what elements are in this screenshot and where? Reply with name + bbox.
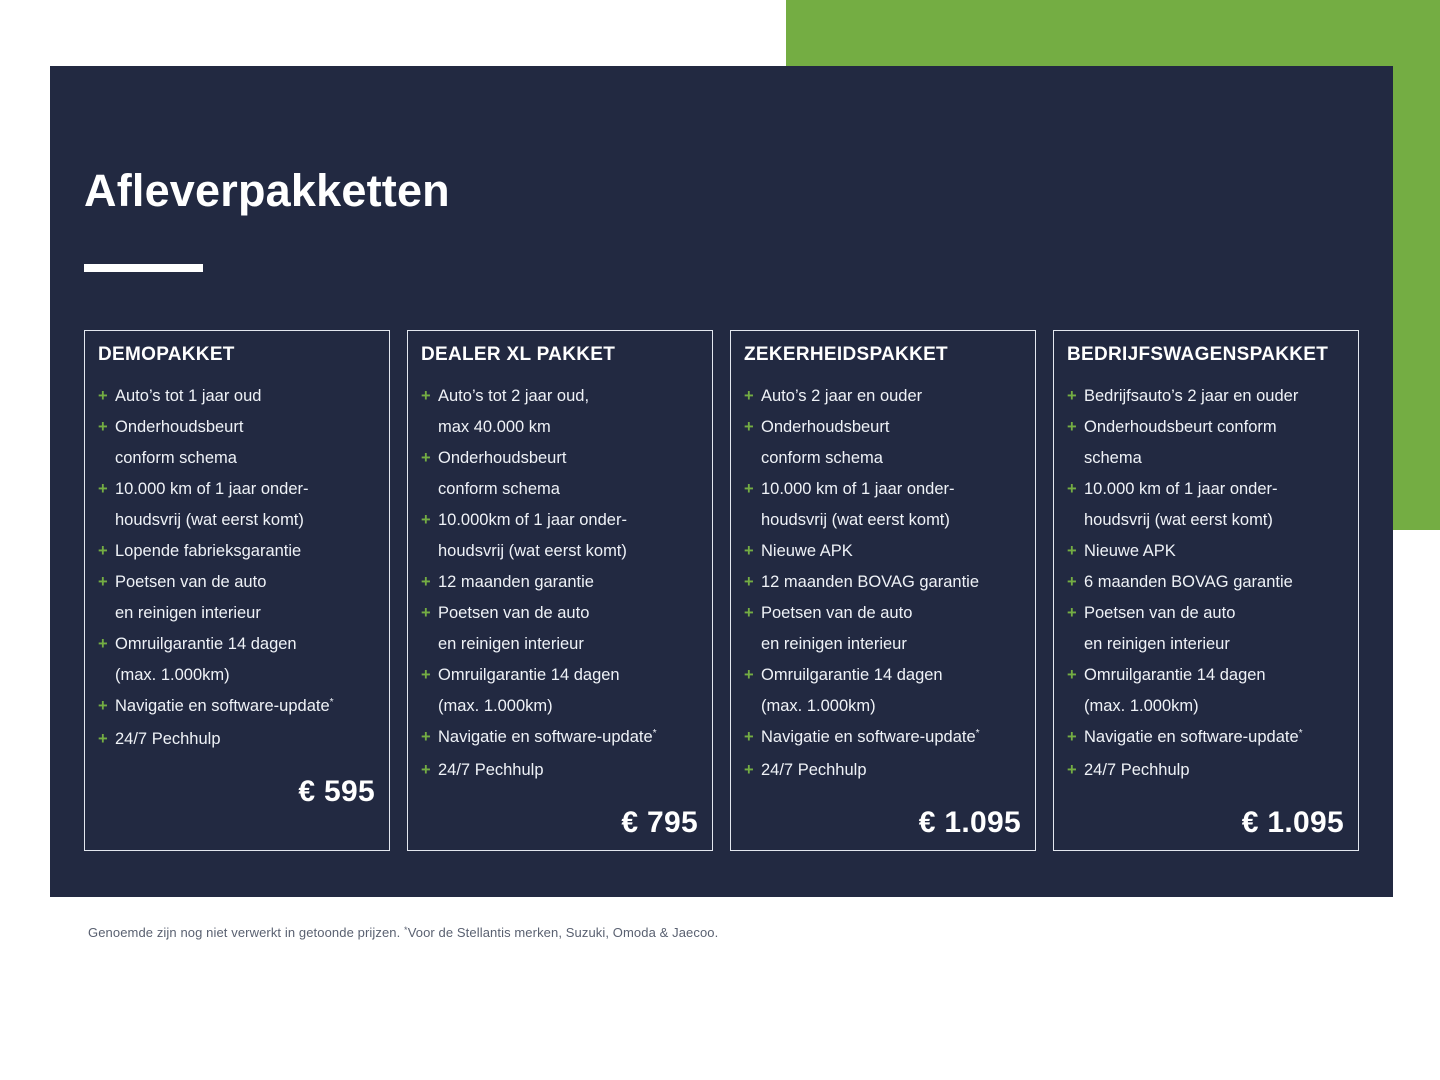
plus-icon: + bbox=[1067, 573, 1077, 591]
feature-line: Nieuwe APK bbox=[761, 542, 853, 560]
feature-text bbox=[438, 443, 698, 505]
plus-icon: + bbox=[744, 573, 754, 591]
feature-line: (max. 1.000km) bbox=[438, 697, 553, 715]
card-title: ZEKERHEIDSPAKKET bbox=[744, 344, 948, 365]
feature-line: Omruilgarantie 14 dagen bbox=[115, 635, 297, 653]
feature-text bbox=[1084, 536, 1344, 567]
feature-list bbox=[421, 381, 698, 786]
feature-list bbox=[744, 381, 1021, 786]
feature-line: houdsvrij (wat eerst komt) bbox=[115, 511, 304, 529]
plus-icon: + bbox=[98, 697, 108, 715]
feature-item bbox=[421, 722, 698, 755]
asterisk-superscript: * bbox=[1298, 728, 1303, 740]
feature-item bbox=[1067, 755, 1344, 786]
feature-text bbox=[1084, 722, 1344, 755]
feature-text bbox=[115, 536, 375, 567]
feature-line: schema bbox=[1084, 449, 1142, 467]
feature-text bbox=[438, 381, 698, 443]
feature-line: (max. 1.000km) bbox=[115, 666, 230, 684]
plus-icon: + bbox=[1067, 666, 1077, 684]
feature-text bbox=[761, 567, 1021, 598]
feature-item bbox=[1067, 474, 1344, 536]
plus-icon: + bbox=[1067, 418, 1077, 436]
feature-item bbox=[1067, 722, 1344, 755]
feature-text bbox=[761, 722, 1021, 755]
title-underline-bar bbox=[84, 264, 203, 272]
feature-line: houdsvrij (wat eerst komt) bbox=[438, 542, 627, 560]
footnote-text-main: Genoemde zijn nog niet verwerkt in getoonde prijzen. bbox=[88, 925, 405, 940]
asterisk-superscript: * bbox=[329, 697, 334, 709]
feature-line: 24/7 Pechhulp bbox=[761, 761, 867, 779]
plus-icon: + bbox=[744, 666, 754, 684]
feature-line: en reinigen interieur bbox=[115, 604, 261, 622]
feature-item bbox=[421, 660, 698, 722]
feature-line: Omruilgarantie 14 dagen bbox=[761, 666, 943, 684]
plus-icon: + bbox=[421, 666, 431, 684]
feature-list bbox=[98, 381, 375, 755]
feature-item bbox=[1067, 536, 1344, 567]
plus-icon: + bbox=[421, 387, 431, 405]
feature-line: conform schema bbox=[115, 449, 237, 467]
feature-line: 6 maanden BOVAG garantie bbox=[1084, 573, 1293, 591]
feature-text bbox=[761, 474, 1021, 536]
feature-text bbox=[438, 660, 698, 722]
feature-item bbox=[744, 755, 1021, 786]
feature-item bbox=[98, 724, 375, 755]
feature-line: en reinigen interieur bbox=[438, 635, 584, 653]
feature-item bbox=[1067, 412, 1344, 474]
feature-text bbox=[115, 412, 375, 474]
feature-text bbox=[1084, 412, 1344, 474]
feature-item bbox=[421, 598, 698, 660]
feature-line: Nieuwe APK bbox=[1084, 542, 1176, 560]
plus-icon: + bbox=[421, 449, 431, 467]
plus-icon: + bbox=[98, 730, 108, 748]
cards-row bbox=[84, 330, 1359, 851]
feature-line: en reinigen interieur bbox=[761, 635, 907, 653]
feature-item bbox=[744, 381, 1021, 412]
feature-line: Onderhoudsbeurt bbox=[761, 418, 890, 436]
feature-text bbox=[438, 567, 698, 598]
plus-icon: + bbox=[421, 728, 431, 746]
feature-item bbox=[98, 381, 375, 412]
footnote bbox=[88, 925, 718, 940]
page-title: Afleverpakketten bbox=[84, 165, 450, 216]
feature-line: 12 maanden BOVAG garantie bbox=[761, 573, 979, 591]
feature-line: houdsvrij (wat eerst komt) bbox=[761, 511, 950, 529]
main-panel bbox=[50, 66, 1393, 897]
feature-text bbox=[115, 691, 375, 724]
plus-icon: + bbox=[1067, 761, 1077, 779]
feature-item bbox=[1067, 598, 1344, 660]
plus-icon: + bbox=[1067, 728, 1077, 746]
package-card-1 bbox=[84, 330, 390, 851]
feature-item bbox=[1067, 567, 1344, 598]
feature-line: houdsvrij (wat eerst komt) bbox=[1084, 511, 1273, 529]
feature-line: Navigatie en software-update* bbox=[1084, 728, 1303, 746]
feature-line: Navigatie en software-update* bbox=[438, 728, 657, 746]
feature-line: Omruilgarantie 14 dagen bbox=[438, 666, 620, 684]
feature-line: Omruilgarantie 14 dagen bbox=[1084, 666, 1266, 684]
feature-text bbox=[1084, 567, 1344, 598]
plus-icon: + bbox=[744, 387, 754, 405]
feature-line: (max. 1.000km) bbox=[761, 697, 876, 715]
plus-icon: + bbox=[744, 728, 754, 746]
feature-line: 10.000km of 1 jaar onder- bbox=[438, 511, 627, 529]
feature-text bbox=[115, 474, 375, 536]
feature-item bbox=[744, 412, 1021, 474]
card-price: € 795 bbox=[621, 806, 698, 839]
package-card-3 bbox=[730, 330, 1036, 851]
package-card-2 bbox=[407, 330, 713, 851]
feature-text bbox=[761, 755, 1021, 786]
feature-text bbox=[761, 381, 1021, 412]
plus-icon: + bbox=[421, 761, 431, 779]
feature-item bbox=[744, 474, 1021, 536]
feature-line: en reinigen interieur bbox=[1084, 635, 1230, 653]
plus-icon: + bbox=[1067, 604, 1077, 622]
plus-icon: + bbox=[421, 604, 431, 622]
feature-text bbox=[438, 505, 698, 567]
feature-line: Auto’s tot 1 jaar oud bbox=[115, 387, 262, 405]
feature-item bbox=[421, 505, 698, 567]
feature-line: Navigatie en software-update* bbox=[761, 728, 980, 746]
feature-line: 24/7 Pechhulp bbox=[438, 761, 544, 779]
feature-text bbox=[115, 724, 375, 755]
feature-list bbox=[1067, 381, 1344, 786]
feature-text bbox=[438, 722, 698, 755]
feature-item bbox=[744, 536, 1021, 567]
card-price: € 595 bbox=[298, 775, 375, 808]
feature-item bbox=[421, 567, 698, 598]
feature-item bbox=[98, 691, 375, 724]
feature-line: 24/7 Pechhulp bbox=[1084, 761, 1190, 779]
card-title: BEDRIJFSWAGENSPAKKET bbox=[1067, 344, 1329, 365]
plus-icon: + bbox=[1067, 480, 1077, 498]
plus-icon: + bbox=[1067, 542, 1077, 560]
feature-line: Lopende fabrieksgarantie bbox=[115, 542, 302, 560]
feature-item bbox=[744, 567, 1021, 598]
feature-text bbox=[761, 660, 1021, 722]
feature-item bbox=[98, 412, 375, 474]
feature-text bbox=[1084, 381, 1344, 412]
feature-text bbox=[1084, 660, 1344, 722]
plus-icon: + bbox=[421, 573, 431, 591]
feature-line: Onderhoudsbeurt bbox=[115, 418, 244, 436]
card-price: € 1.095 bbox=[1241, 806, 1344, 839]
feature-text bbox=[761, 536, 1021, 567]
feature-line: 24/7 Pechhulp bbox=[115, 730, 221, 748]
feature-line: conform schema bbox=[438, 480, 560, 498]
plus-icon: + bbox=[744, 542, 754, 560]
feature-line: Poetsen van de auto bbox=[115, 573, 267, 591]
feature-text bbox=[1084, 755, 1344, 786]
feature-item bbox=[421, 443, 698, 505]
feature-text bbox=[115, 567, 375, 629]
feature-line: Onderhoudsbeurt conform bbox=[1084, 418, 1277, 436]
feature-line: Auto’s 2 jaar en ouder bbox=[761, 387, 923, 405]
feature-text bbox=[115, 381, 375, 412]
asterisk-superscript: * bbox=[975, 728, 980, 740]
feature-text bbox=[115, 629, 375, 691]
feature-item bbox=[98, 629, 375, 691]
feature-line: 10.000 km of 1 jaar onder- bbox=[115, 480, 309, 498]
feature-item bbox=[744, 598, 1021, 660]
feature-line: Auto’s tot 2 jaar oud, bbox=[438, 387, 590, 405]
plus-icon: + bbox=[421, 511, 431, 529]
plus-icon: + bbox=[98, 387, 108, 405]
plus-icon: + bbox=[98, 635, 108, 653]
plus-icon: + bbox=[744, 761, 754, 779]
asterisk-superscript: * bbox=[652, 728, 657, 740]
plus-icon: + bbox=[98, 480, 108, 498]
feature-item bbox=[98, 567, 375, 629]
card-price: € 1.095 bbox=[918, 806, 1021, 839]
plus-icon: + bbox=[98, 542, 108, 560]
feature-line: 12 maanden garantie bbox=[438, 573, 594, 591]
package-card-4 bbox=[1053, 330, 1359, 851]
feature-text bbox=[1084, 474, 1344, 536]
plus-icon: + bbox=[98, 573, 108, 591]
feature-line: max 40.000 km bbox=[438, 418, 551, 436]
plus-icon: + bbox=[744, 604, 754, 622]
feature-item bbox=[98, 536, 375, 567]
feature-line: Poetsen van de auto bbox=[761, 604, 913, 622]
feature-line: (max. 1.000km) bbox=[1084, 697, 1199, 715]
feature-line: 10.000 km of 1 jaar onder- bbox=[1084, 480, 1278, 498]
plus-icon: + bbox=[98, 418, 108, 436]
feature-line: Poetsen van de auto bbox=[1084, 604, 1236, 622]
feature-text bbox=[761, 412, 1021, 474]
feature-text bbox=[438, 598, 698, 660]
feature-line: Bedrijfsauto’s 2 jaar en ouder bbox=[1084, 387, 1299, 405]
feature-item bbox=[1067, 381, 1344, 412]
feature-text bbox=[438, 755, 698, 786]
feature-item bbox=[1067, 660, 1344, 722]
feature-item bbox=[421, 381, 698, 443]
feature-item bbox=[421, 755, 698, 786]
plus-icon: + bbox=[1067, 387, 1077, 405]
feature-line: Onderhoudsbeurt bbox=[438, 449, 567, 467]
feature-line: 10.000 km of 1 jaar onder- bbox=[761, 480, 955, 498]
feature-text bbox=[761, 598, 1021, 660]
feature-line: conform schema bbox=[761, 449, 883, 467]
feature-line: Poetsen van de auto bbox=[438, 604, 590, 622]
card-title: DEALER XL PAKKET bbox=[421, 344, 616, 365]
plus-icon: + bbox=[744, 480, 754, 498]
feature-item bbox=[744, 722, 1021, 755]
plus-icon: + bbox=[744, 418, 754, 436]
feature-item bbox=[98, 474, 375, 536]
feature-line: Navigatie en software-update* bbox=[115, 697, 334, 715]
card-title: DEMOPAKKET bbox=[98, 344, 235, 365]
footnote-asterisk: * bbox=[404, 924, 408, 935]
feature-text bbox=[1084, 598, 1344, 660]
footnote-text-brands: Voor de Stellantis merken, Suzuki, Omoda & Jaecoo. bbox=[407, 925, 719, 940]
feature-item bbox=[744, 660, 1021, 722]
